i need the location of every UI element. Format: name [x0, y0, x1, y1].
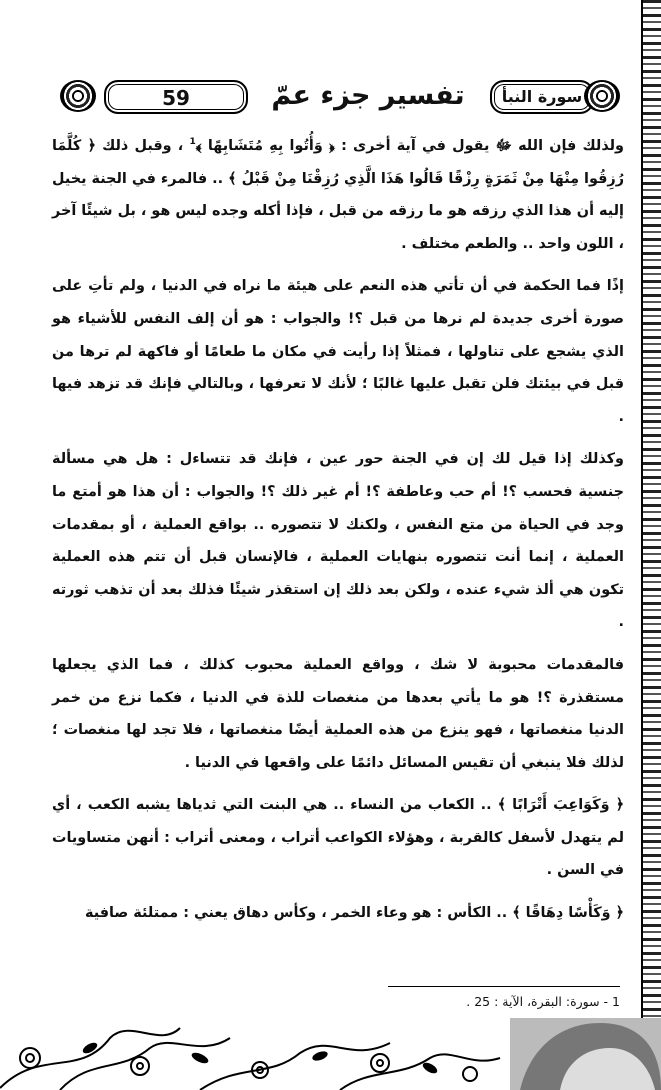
sura-name: سورة النبأ — [501, 87, 583, 106]
page-header — [60, 74, 620, 120]
paragraph: إذًا فما الحكمة في أن تأتي هذه النعم على هيئة ما نراه في الدنيا ، ولم تأتِ على صورة أخرى جديدة لم نرها من قبل ؟! والجواب : هو أن إلف النفس للأشياء هو الذي يشجع على تناولها ، فمثلاً إذا رأيت في مكان ما طعامًا أو فاكهة لم ترها من قبل في بيئتك فلن تقبل عليها غالبًا ؛ لأنك لا تعرفها ، وبالتالي فإنك قد تزهد فيها . — [52, 278, 624, 425]
decorative-border — [641, 0, 661, 1090]
page-number-frame — [104, 80, 248, 114]
sura-name-frame — [490, 80, 594, 114]
paragraph: وكذلك إذا قيل لك إن في الجنة حور عين ، فإنك قد تتساءل : هل هي مسألة جنسية فحسب ؟! أم حب وعاطفة ؟! أم غير ذلك ؟! والجواب : أن هذا هو أمتع ما وجد في الحياة من متع النفس ، ولكنك لا تتصوره .. بواقع العملية ، أو بمقدمات العملية ، إنما أنت تتصوره بنهايات العملية ، فالإنسان قبل أن تتم هذه العملية تكون هي ألذ شيء عنده ، ولكن بعد ذلك إن استقذر شيئًا فذلك بعد أن تذهب ثورته . — [52, 451, 624, 631]
paragraph: ﴿ وَكَوَاعِبَ أَتْرَابًا ﴾ .. الكعاب من النساء .. هي البنت التي ثدياها يشبه الكعب ، أي لم يتهدل لأسفل كالقربة ، وهؤلاء الكواعب أتراب ، ومعنى أتراب : أنهن متساويات في السن . — [52, 797, 624, 879]
paragraph-text: ، وقبل ذلك ﴿ كُلَّمَا رُزِقُوا مِنْهَا مِنْ ثَمَرَةٍ رِزْقًا قَالُوا هَذَا الَّذِي رُزِقْنَا مِنْ قَبْلُ ﴾ .. فالمرء في الجنة يخيل إليه أن هذا الذي رزقه هو ما رزقه من قبل ، فإذا أكله وجده ليس هو ، بل شيئًا آخر ، اللون واحد .. والطعم مختلف . — [52, 138, 624, 252]
floral-decoration-icon — [0, 1018, 661, 1090]
body-text — [52, 130, 624, 930]
paragraph: فالمقدمات محبوبة لا شك ، وواقع العملية محبوب كذلك ، فما الذي يجعلها مستقذرة ؟! هو ما يأتي بعدها من منغصات للذة في الدنيا ، فكما نزع من خمر الدنيا منغصاتها ، فهو ينزع من هذه العملية أيضًا منغصاتها ، فلا تجد لها منغصات ؛ لذلك فلا ينبغي أن تقيس المسائل دائمًا على واقعها في الدنيا . — [52, 656, 624, 771]
ornament-left-icon — [60, 80, 96, 112]
footnote: 1 - سورة: البقرة، الآية : 25 . — [466, 994, 620, 1009]
page-number: 59 — [162, 86, 190, 110]
paragraph: ﴿ وَكَأْسًا دِهَاقًا ﴾ .. الكأس : هو وعاء الخمر ، وكأس دهاق يعني : ممتلئة صافية — [84, 905, 624, 922]
footnote-ref: 1 — [189, 137, 196, 148]
paragraph — [52, 130, 624, 260]
book-title: تفسير جزء عمّ — [271, 80, 465, 111]
footnote-divider — [388, 986, 620, 987]
paragraph-text: ولذلك فإن الله ﷻ يقول في آية أخرى : ﴿ وَأُتُوا بِهِ مُتَشَابِهًا ﴾ — [195, 138, 624, 154]
ornament-right-icon — [584, 80, 620, 112]
